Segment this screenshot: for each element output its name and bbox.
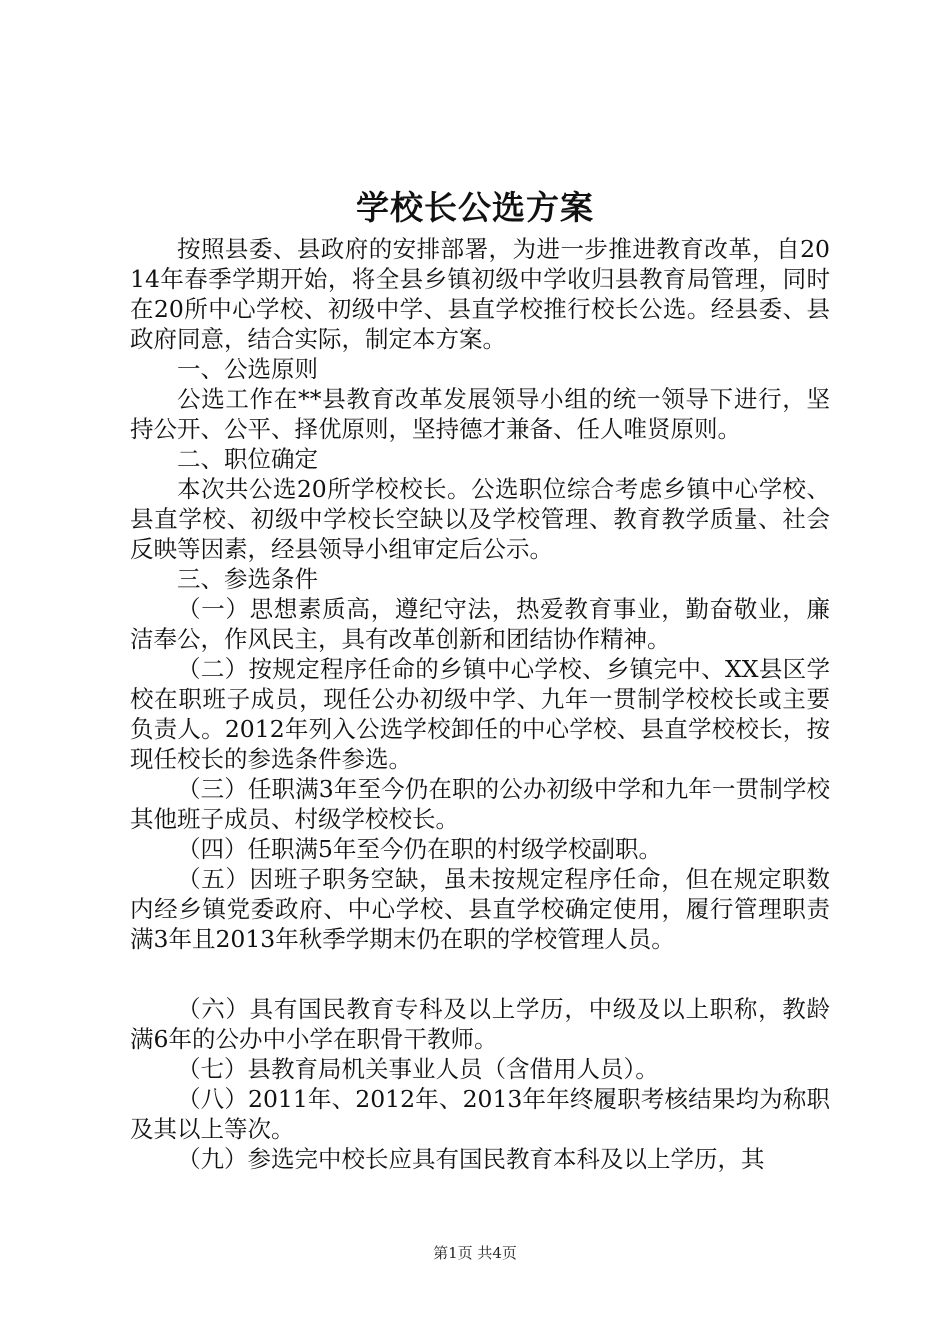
heading-conditions: 三、参选条件 — [177, 565, 318, 593]
condition-item-2: （二）按规定程序任命的乡镇中心学校、乡镇完中、XX县区学校在职班子成员，现任公办初级中学、九年一贯制学校校长或主要负责人。2012年列入公选学校卸任的中心学校、县直学校校长，按现任校长的参选条件参选。 — [130, 655, 830, 773]
condition-item-3: （三）任职满3年至今仍在职的公办初级中学和九年一贯制学校其他班子成员、村级学校校长。 — [130, 775, 830, 833]
condition-item-9: （九）参选完中校长应具有国民教育本科及以上学历，其 — [177, 1145, 765, 1173]
document-title: 学校长公选方案 — [356, 188, 594, 227]
heading-principles: 一、公选原则 — [177, 355, 318, 383]
paragraph-gap — [130, 954, 830, 994]
condition-item-1: （一）思想素质高，遵纪守法，热爱教育事业，勤奋敬业，廉洁奉公，作风民主，具有改革创新和团结协作精神。 — [130, 595, 830, 653]
paragraph-positions: 本次共公选20所学校校长。公选职位综合考虑乡镇中心学校、县直学校、初级中学校长空缺以及学校管理、教育教学质量、社会反映等因素，经县领导小组审定后公示。 — [130, 475, 830, 563]
condition-item-5: （五）因班子职务空缺，虽未按规定程序任命，但在规定职数内经乡镇党委政府、中心学校、县直学校确定使用，履行管理职责满3年且2013年秋季学期末仍在职的学校管理人员。 — [130, 865, 830, 953]
condition-item-7: （七）县教育局机关事业人员（含借用人员）。 — [177, 1055, 659, 1083]
document-body — [130, 234, 830, 1174]
heading-positions: 二、职位确定 — [177, 445, 318, 473]
paragraph-principles: 公选工作在**县教育改革发展领导小组的统一领导下进行，坚持公开、公平、择优原则，坚持德才兼备、任人唯贤原则。 — [130, 385, 830, 443]
condition-item-6: （六）具有国民教育专科及以上学历，中级及以上职称，教龄满6年的公办中小学在职骨干教师。 — [130, 995, 830, 1053]
page-number-footer: 第1页 共4页 — [433, 1244, 517, 1262]
paragraph-intro: 按照县委、县政府的安排部署，为进一步推进教育改革，自2014年春季学期开始，将全县乡镇初级中学收归县教育局管理，同时在20所中心学校、初级中学、县直学校推行校长公选。经县委、县政府同意，结合实际，制定本方案。 — [130, 235, 830, 353]
condition-item-8: （八）2011年、2012年、2013年年终履职考核结果均为称职及其以上等次。 — [130, 1085, 830, 1143]
condition-item-4: （四）任职满5年至今仍在职的村级学校副职。 — [177, 835, 662, 863]
